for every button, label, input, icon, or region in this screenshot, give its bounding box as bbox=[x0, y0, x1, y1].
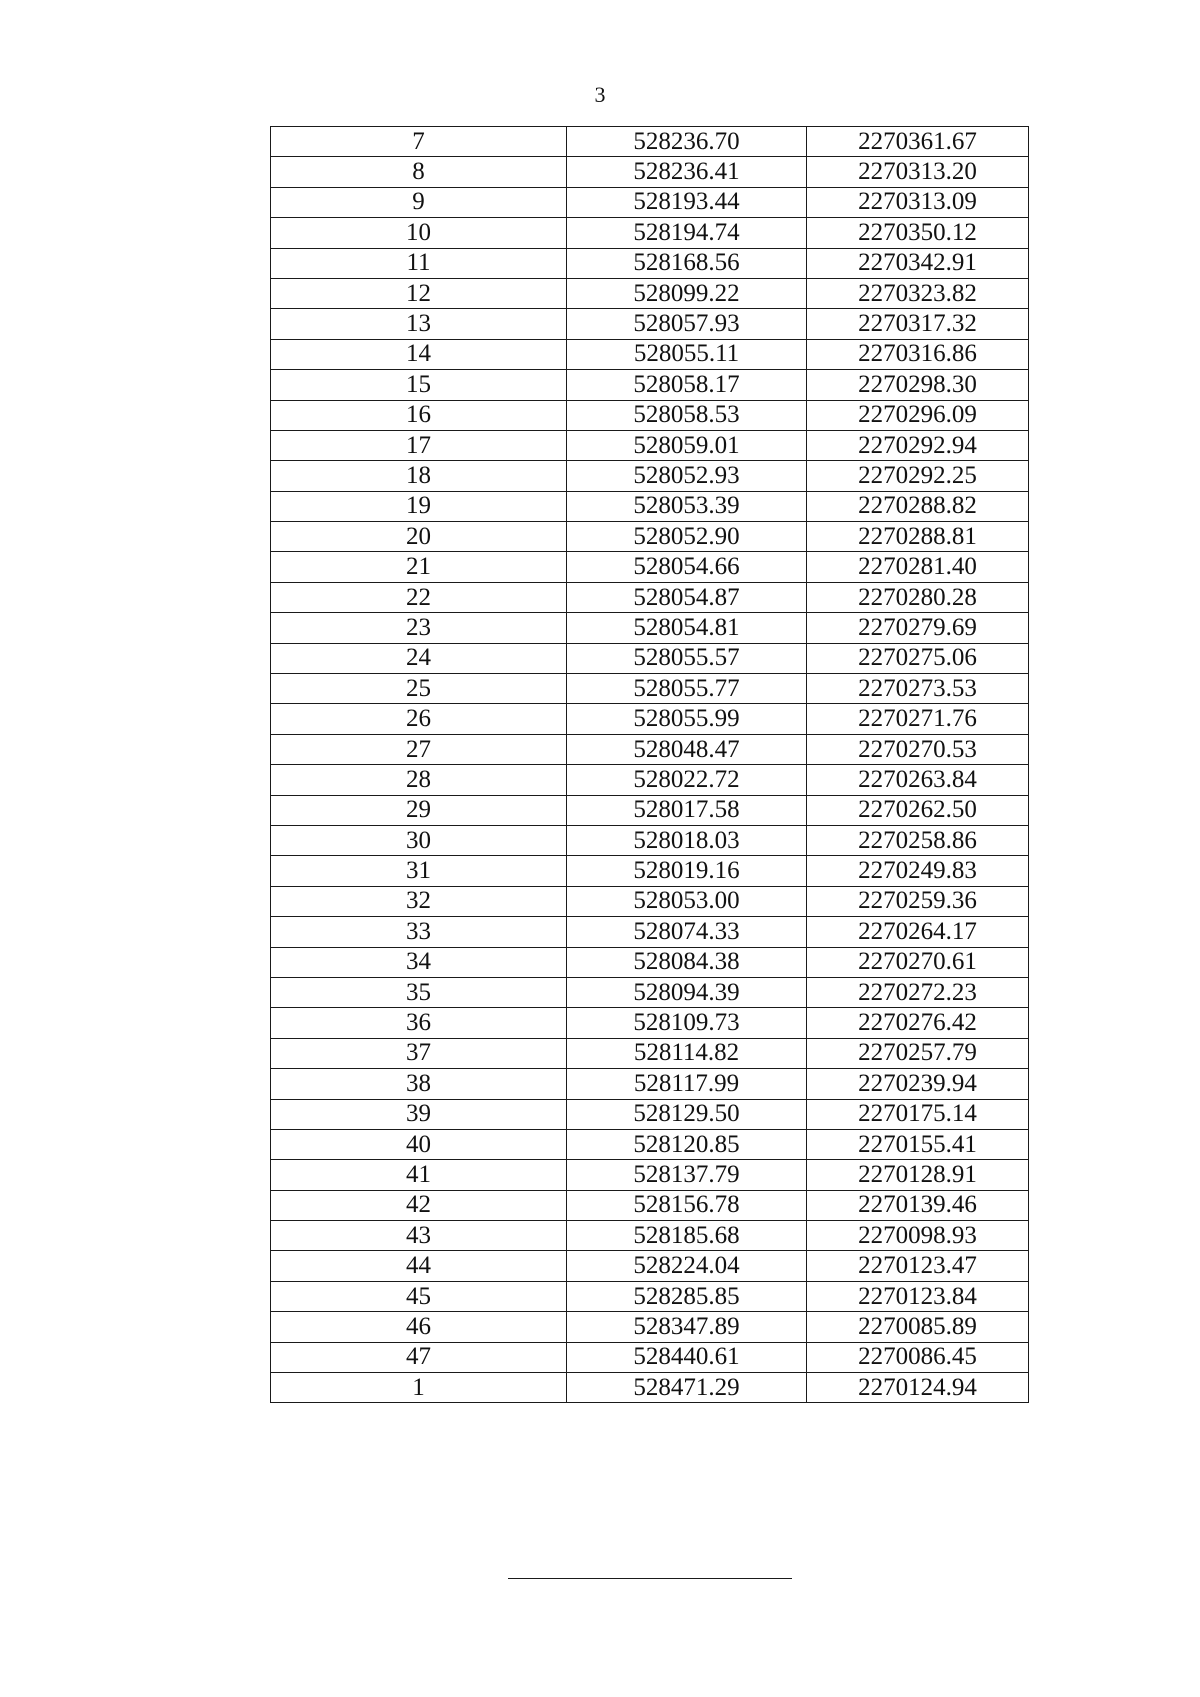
y-coordinate-cell: 2270123.84 bbox=[807, 1281, 1029, 1311]
point-number-cell: 1 bbox=[271, 1373, 567, 1403]
point-number-cell: 35 bbox=[271, 977, 567, 1007]
y-coordinate-cell: 2270292.94 bbox=[807, 430, 1029, 460]
x-coordinate-cell: 528018.03 bbox=[567, 825, 807, 855]
x-coordinate-cell: 528471.29 bbox=[567, 1373, 807, 1403]
y-coordinate-cell: 2270257.79 bbox=[807, 1038, 1029, 1068]
point-number-cell: 23 bbox=[271, 613, 567, 643]
point-number-cell: 26 bbox=[271, 704, 567, 734]
footer-divider bbox=[508, 1578, 792, 1579]
table-row bbox=[271, 1281, 1029, 1311]
y-coordinate-cell: 2270098.93 bbox=[807, 1221, 1029, 1251]
point-number-cell: 15 bbox=[271, 370, 567, 400]
point-number-cell: 13 bbox=[271, 309, 567, 339]
table-row bbox=[271, 1129, 1029, 1159]
x-coordinate-cell: 528168.56 bbox=[567, 248, 807, 278]
x-coordinate-cell: 528109.73 bbox=[567, 1008, 807, 1038]
y-coordinate-cell: 2270273.53 bbox=[807, 674, 1029, 704]
y-coordinate-cell: 2270259.36 bbox=[807, 886, 1029, 916]
point-number-cell: 8 bbox=[271, 157, 567, 187]
point-number-cell: 45 bbox=[271, 1281, 567, 1311]
y-coordinate-cell: 2270298.30 bbox=[807, 370, 1029, 400]
table-row bbox=[271, 491, 1029, 521]
point-number-cell: 7 bbox=[271, 127, 567, 157]
point-number-cell: 33 bbox=[271, 917, 567, 947]
y-coordinate-cell: 2270323.82 bbox=[807, 278, 1029, 308]
point-number-cell: 27 bbox=[271, 734, 567, 764]
table-row bbox=[271, 339, 1029, 369]
y-coordinate-cell: 2270292.25 bbox=[807, 461, 1029, 491]
x-coordinate-cell: 528057.93 bbox=[567, 309, 807, 339]
y-coordinate-cell: 2270263.84 bbox=[807, 765, 1029, 795]
table-row bbox=[271, 461, 1029, 491]
y-coordinate-cell: 2270258.86 bbox=[807, 825, 1029, 855]
y-coordinate-cell: 2270361.67 bbox=[807, 127, 1029, 157]
x-coordinate-cell: 528055.11 bbox=[567, 339, 807, 369]
y-coordinate-cell: 2270262.50 bbox=[807, 795, 1029, 825]
x-coordinate-cell: 528017.58 bbox=[567, 795, 807, 825]
x-coordinate-cell: 528074.33 bbox=[567, 917, 807, 947]
x-coordinate-cell: 528054.81 bbox=[567, 613, 807, 643]
table-row bbox=[271, 582, 1029, 612]
table-row bbox=[271, 1251, 1029, 1281]
point-number-cell: 39 bbox=[271, 1099, 567, 1129]
table-row bbox=[271, 187, 1029, 217]
point-number-cell: 28 bbox=[271, 765, 567, 795]
table-row bbox=[271, 917, 1029, 947]
point-number-cell: 16 bbox=[271, 400, 567, 430]
y-coordinate-cell: 2270249.83 bbox=[807, 856, 1029, 886]
table-row bbox=[271, 856, 1029, 886]
x-coordinate-cell: 528054.66 bbox=[567, 552, 807, 582]
x-coordinate-cell: 528019.16 bbox=[567, 856, 807, 886]
y-coordinate-cell: 2270128.91 bbox=[807, 1160, 1029, 1190]
y-coordinate-cell: 2270239.94 bbox=[807, 1069, 1029, 1099]
x-coordinate-cell: 528137.79 bbox=[567, 1160, 807, 1190]
point-number-cell: 12 bbox=[271, 278, 567, 308]
table-row bbox=[271, 248, 1029, 278]
point-number-cell: 46 bbox=[271, 1312, 567, 1342]
y-coordinate-cell: 2270313.09 bbox=[807, 187, 1029, 217]
x-coordinate-cell: 528055.57 bbox=[567, 643, 807, 673]
table-row bbox=[271, 278, 1029, 308]
x-coordinate-cell: 528054.87 bbox=[567, 582, 807, 612]
x-coordinate-cell: 528053.00 bbox=[567, 886, 807, 916]
coordinates-table bbox=[270, 126, 1029, 1403]
x-coordinate-cell: 528114.82 bbox=[567, 1038, 807, 1068]
y-coordinate-cell: 2270139.46 bbox=[807, 1190, 1029, 1220]
x-coordinate-cell: 528194.74 bbox=[567, 218, 807, 248]
y-coordinate-cell: 2270296.09 bbox=[807, 400, 1029, 430]
x-coordinate-cell: 528285.85 bbox=[567, 1281, 807, 1311]
x-coordinate-cell: 528052.90 bbox=[567, 522, 807, 552]
table-row bbox=[271, 1160, 1029, 1190]
point-number-cell: 47 bbox=[271, 1342, 567, 1372]
x-coordinate-cell: 528055.77 bbox=[567, 674, 807, 704]
point-number-cell: 29 bbox=[271, 795, 567, 825]
point-number-cell: 14 bbox=[271, 339, 567, 369]
x-coordinate-cell: 528084.38 bbox=[567, 947, 807, 977]
point-number-cell: 37 bbox=[271, 1038, 567, 1068]
y-coordinate-cell: 2270264.17 bbox=[807, 917, 1029, 947]
x-coordinate-cell: 528117.99 bbox=[567, 1069, 807, 1099]
point-number-cell: 41 bbox=[271, 1160, 567, 1190]
table-row bbox=[271, 613, 1029, 643]
table-row bbox=[271, 1312, 1029, 1342]
x-coordinate-cell: 528053.39 bbox=[567, 491, 807, 521]
point-number-cell: 25 bbox=[271, 674, 567, 704]
x-coordinate-cell: 528193.44 bbox=[567, 187, 807, 217]
x-coordinate-cell: 528058.17 bbox=[567, 370, 807, 400]
y-coordinate-cell: 2270272.23 bbox=[807, 977, 1029, 1007]
y-coordinate-cell: 2270270.61 bbox=[807, 947, 1029, 977]
table-row bbox=[271, 400, 1029, 430]
y-coordinate-cell: 2270313.20 bbox=[807, 157, 1029, 187]
y-coordinate-cell: 2270279.69 bbox=[807, 613, 1029, 643]
y-coordinate-cell: 2270124.94 bbox=[807, 1373, 1029, 1403]
point-number-cell: 11 bbox=[271, 248, 567, 278]
y-coordinate-cell: 2270276.42 bbox=[807, 1008, 1029, 1038]
x-coordinate-cell: 528224.04 bbox=[567, 1251, 807, 1281]
table-row bbox=[271, 947, 1029, 977]
x-coordinate-cell: 528055.99 bbox=[567, 704, 807, 734]
point-number-cell: 10 bbox=[271, 218, 567, 248]
table-row bbox=[271, 765, 1029, 795]
table-row bbox=[271, 1008, 1029, 1038]
point-number-cell: 17 bbox=[271, 430, 567, 460]
point-number-cell: 34 bbox=[271, 947, 567, 977]
table-row bbox=[271, 704, 1029, 734]
table-row bbox=[271, 127, 1029, 157]
y-coordinate-cell: 2270085.89 bbox=[807, 1312, 1029, 1342]
table-row bbox=[271, 218, 1029, 248]
point-number-cell: 36 bbox=[271, 1008, 567, 1038]
table-row bbox=[271, 430, 1029, 460]
x-coordinate-cell: 528236.41 bbox=[567, 157, 807, 187]
table-row bbox=[271, 522, 1029, 552]
x-coordinate-cell: 528185.68 bbox=[567, 1221, 807, 1251]
table-row bbox=[271, 643, 1029, 673]
point-number-cell: 20 bbox=[271, 522, 567, 552]
y-coordinate-cell: 2270275.06 bbox=[807, 643, 1029, 673]
y-coordinate-cell: 2270175.14 bbox=[807, 1099, 1029, 1129]
point-number-cell: 44 bbox=[271, 1251, 567, 1281]
table-row bbox=[271, 1038, 1029, 1068]
table-row bbox=[271, 1373, 1029, 1403]
table-row bbox=[271, 674, 1029, 704]
table-row bbox=[271, 977, 1029, 1007]
table-row bbox=[271, 1221, 1029, 1251]
table-row bbox=[271, 552, 1029, 582]
coordinates-table-body bbox=[271, 127, 1029, 1403]
table-row bbox=[271, 886, 1029, 916]
point-number-cell: 19 bbox=[271, 491, 567, 521]
y-coordinate-cell: 2270350.12 bbox=[807, 218, 1029, 248]
point-number-cell: 9 bbox=[271, 187, 567, 217]
x-coordinate-cell: 528156.78 bbox=[567, 1190, 807, 1220]
table-row bbox=[271, 825, 1029, 855]
x-coordinate-cell: 528058.53 bbox=[567, 400, 807, 430]
y-coordinate-cell: 2270271.76 bbox=[807, 704, 1029, 734]
x-coordinate-cell: 528052.93 bbox=[567, 461, 807, 491]
point-number-cell: 40 bbox=[271, 1129, 567, 1159]
x-coordinate-cell: 528120.85 bbox=[567, 1129, 807, 1159]
y-coordinate-cell: 2270317.32 bbox=[807, 309, 1029, 339]
table-row bbox=[271, 309, 1029, 339]
y-coordinate-cell: 2270316.86 bbox=[807, 339, 1029, 369]
point-number-cell: 31 bbox=[271, 856, 567, 886]
y-coordinate-cell: 2270280.28 bbox=[807, 582, 1029, 612]
y-coordinate-cell: 2270123.47 bbox=[807, 1251, 1029, 1281]
y-coordinate-cell: 2270086.45 bbox=[807, 1342, 1029, 1372]
y-coordinate-cell: 2270270.53 bbox=[807, 734, 1029, 764]
point-number-cell: 24 bbox=[271, 643, 567, 673]
y-coordinate-cell: 2270155.41 bbox=[807, 1129, 1029, 1159]
table-row bbox=[271, 1342, 1029, 1372]
x-coordinate-cell: 528099.22 bbox=[567, 278, 807, 308]
x-coordinate-cell: 528022.72 bbox=[567, 765, 807, 795]
point-number-cell: 42 bbox=[271, 1190, 567, 1220]
point-number-cell: 43 bbox=[271, 1221, 567, 1251]
point-number-cell: 22 bbox=[271, 582, 567, 612]
x-coordinate-cell: 528059.01 bbox=[567, 430, 807, 460]
x-coordinate-cell: 528094.39 bbox=[567, 977, 807, 1007]
point-number-cell: 30 bbox=[271, 825, 567, 855]
point-number-cell: 18 bbox=[271, 461, 567, 491]
point-number-cell: 32 bbox=[271, 886, 567, 916]
y-coordinate-cell: 2270288.81 bbox=[807, 522, 1029, 552]
table-row bbox=[271, 734, 1029, 764]
table-row bbox=[271, 157, 1029, 187]
table-row bbox=[271, 795, 1029, 825]
page-number: 3 bbox=[594, 82, 606, 107]
x-coordinate-cell: 528129.50 bbox=[567, 1099, 807, 1129]
table-row bbox=[271, 1099, 1029, 1129]
y-coordinate-cell: 2270342.91 bbox=[807, 248, 1029, 278]
table-row bbox=[271, 1069, 1029, 1099]
x-coordinate-cell: 528048.47 bbox=[567, 734, 807, 764]
y-coordinate-cell: 2270288.82 bbox=[807, 491, 1029, 521]
point-number-cell: 21 bbox=[271, 552, 567, 582]
point-number-cell: 38 bbox=[271, 1069, 567, 1099]
x-coordinate-cell: 528347.89 bbox=[567, 1312, 807, 1342]
x-coordinate-cell: 528440.61 bbox=[567, 1342, 807, 1372]
table-row bbox=[271, 370, 1029, 400]
x-coordinate-cell: 528236.70 bbox=[567, 127, 807, 157]
table-row bbox=[271, 1190, 1029, 1220]
y-coordinate-cell: 2270281.40 bbox=[807, 552, 1029, 582]
